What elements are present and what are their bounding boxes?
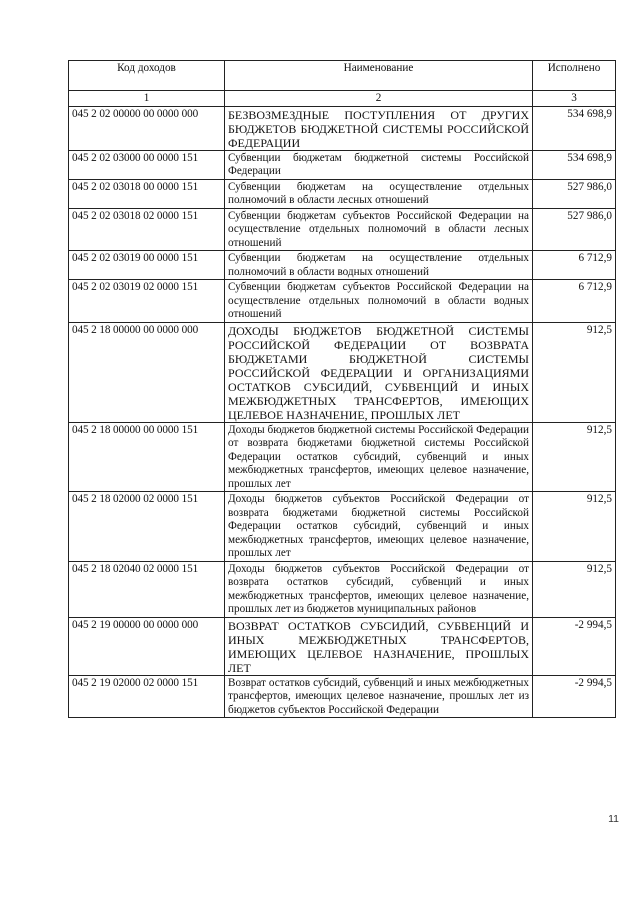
table-row	[69, 179, 616, 208]
revenue-name: Доходы бюджетов субъектов Российской Федерации от возврата бюджетами бюджетной системы Российской Федерации остатков субсидий, субвенций и иных межбюджетных трансфертов, имеющих целевое назначение, прошлых лет	[225, 492, 533, 562]
table-row	[69, 322, 616, 422]
revenue-code: 045 2 02 00000 00 0000 000	[69, 106, 225, 150]
revenue-name: Субвенции бюджетам на осуществление отдельных полномочий в области водных отношений	[225, 251, 533, 280]
table-row	[69, 675, 616, 718]
executed-amount: 912,5	[533, 561, 616, 617]
column-number: 3	[533, 91, 616, 107]
executed-amount: 912,5	[533, 492, 616, 562]
revenue-name: Возврат остатков субсидий, субвенций и иных межбюджетных трансфертов, имеющих целевое назначение, прошлых лет из бюджетов субъектов Российской Федерации	[225, 675, 533, 718]
revenue-code: 045 2 18 02000 02 0000 151	[69, 492, 225, 562]
revenue-name: БЕЗВОЗМЕЗДНЫЕ ПОСТУПЛЕНИЯ ОТ ДРУГИХ БЮДЖЕТОВ БЮДЖЕТНОЙ СИСТЕМЫ РОССИЙСКОЙ ФЕДЕРАЦИИ	[225, 106, 533, 150]
table-row	[69, 208, 616, 251]
revenue-code: 045 2 02 03018 02 0000 151	[69, 208, 225, 251]
revenue-code: 045 2 02 03019 02 0000 151	[69, 280, 225, 323]
revenue-code: 045 2 19 00000 00 0000 000	[69, 617, 225, 675]
executed-amount: -2 994,5	[533, 675, 616, 718]
header-executed: Исполнено	[533, 61, 616, 91]
table-header-row	[69, 61, 616, 91]
revenue-name: ДОХОДЫ БЮДЖЕТОВ БЮДЖЕТНОЙ СИСТЕМЫ РОССИЙСКОЙ ФЕДЕРАЦИИ ОТ ВОЗВРАТА БЮДЖЕТАМИ БЮДЖЕТНОЙ СИСТЕМЫ РОССИЙСКОЙ ФЕДЕРАЦИИ И ОРГАНИЗАЦИЯМИ ОСТАТКОВ СУБСИДИЙ, СУБВЕНЦИЙ И ИНЫХ МЕЖБЮДЖЕТНЫХ ТРАНСФЕРТОВ, ИМЕЮЩИХ ЦЕЛЕВОЕ НАЗНАЧЕНИЕ, ПРОШЛЫХ ЛЕТ	[225, 322, 533, 422]
table-row	[69, 617, 616, 675]
table-row	[69, 280, 616, 323]
column-number: 2	[225, 91, 533, 107]
executed-amount: 534 698,9	[533, 106, 616, 150]
revenue-table	[68, 60, 616, 718]
revenue-code: 045 2 18 00000 00 0000 151	[69, 422, 225, 492]
executed-amount: 534 698,9	[533, 150, 616, 179]
revenue-code: 045 2 18 00000 00 0000 000	[69, 322, 225, 422]
revenue-name: Субвенции бюджетам субъектов Российской Федерации на осуществление отдельных полномочий в области лесных отношений	[225, 208, 533, 251]
executed-amount: 912,5	[533, 322, 616, 422]
revenue-name: Субвенции бюджетам субъектов Российской Федерации на осуществление отдельных полномочий в области водных отношений	[225, 280, 533, 323]
column-number-row	[69, 91, 616, 107]
revenue-code: 045 2 02 03018 00 0000 151	[69, 179, 225, 208]
revenue-name: Субвенции бюджетам на осуществление отдельных полномочий в области лесных отношений	[225, 179, 533, 208]
page-number: 11	[608, 813, 619, 825]
table-row	[69, 150, 616, 179]
revenue-code: 045 2 02 03019 00 0000 151	[69, 251, 225, 280]
executed-amount: -2 994,5	[533, 617, 616, 675]
table-row	[69, 492, 616, 562]
table-row	[69, 422, 616, 492]
executed-amount: 6 712,9	[533, 251, 616, 280]
column-number: 1	[69, 91, 225, 107]
revenue-code: 045 2 19 02000 02 0000 151	[69, 675, 225, 718]
header-code: Код доходов	[69, 61, 225, 91]
table-row	[69, 251, 616, 280]
revenue-name: Доходы бюджетов бюджетной системы Российской Федерации от возврата бюджетами бюджетной системы Российской Федерации остатков субсидий, субвенций и иных межбюджетных трансфертов, имеющих целевое назначение, прошлых лет	[225, 422, 533, 492]
revenue-name: Доходы бюджетов субъектов Российской Федерации от возврата остатков субсидий, субвенций и иных межбюджетных трансфертов, имеющих целевое назначение, прошлых лет из бюджетов муниципальных районов	[225, 561, 533, 617]
revenue-code: 045 2 02 03000 00 0000 151	[69, 150, 225, 179]
executed-amount: 6 712,9	[533, 280, 616, 323]
revenue-name: Субвенции бюджетам бюджетной системы Российской Федерации	[225, 150, 533, 179]
executed-amount: 527 986,0	[533, 179, 616, 208]
table-row	[69, 106, 616, 150]
header-name: Наименование	[225, 61, 533, 91]
revenue-name: ВОЗВРАТ ОСТАТКОВ СУБСИДИЙ, СУБВЕНЦИЙ И ИНЫХ МЕЖБЮДЖЕТНЫХ ТРАНСФЕРТОВ, ИМЕЮЩИХ ЦЕЛЕВОЕ НАЗНАЧЕНИЕ, ПРОШЛЫХ ЛЕТ	[225, 617, 533, 675]
executed-amount: 912,5	[533, 422, 616, 492]
table-row	[69, 561, 616, 617]
executed-amount: 527 986,0	[533, 208, 616, 251]
revenue-code: 045 2 18 02040 02 0000 151	[69, 561, 225, 617]
